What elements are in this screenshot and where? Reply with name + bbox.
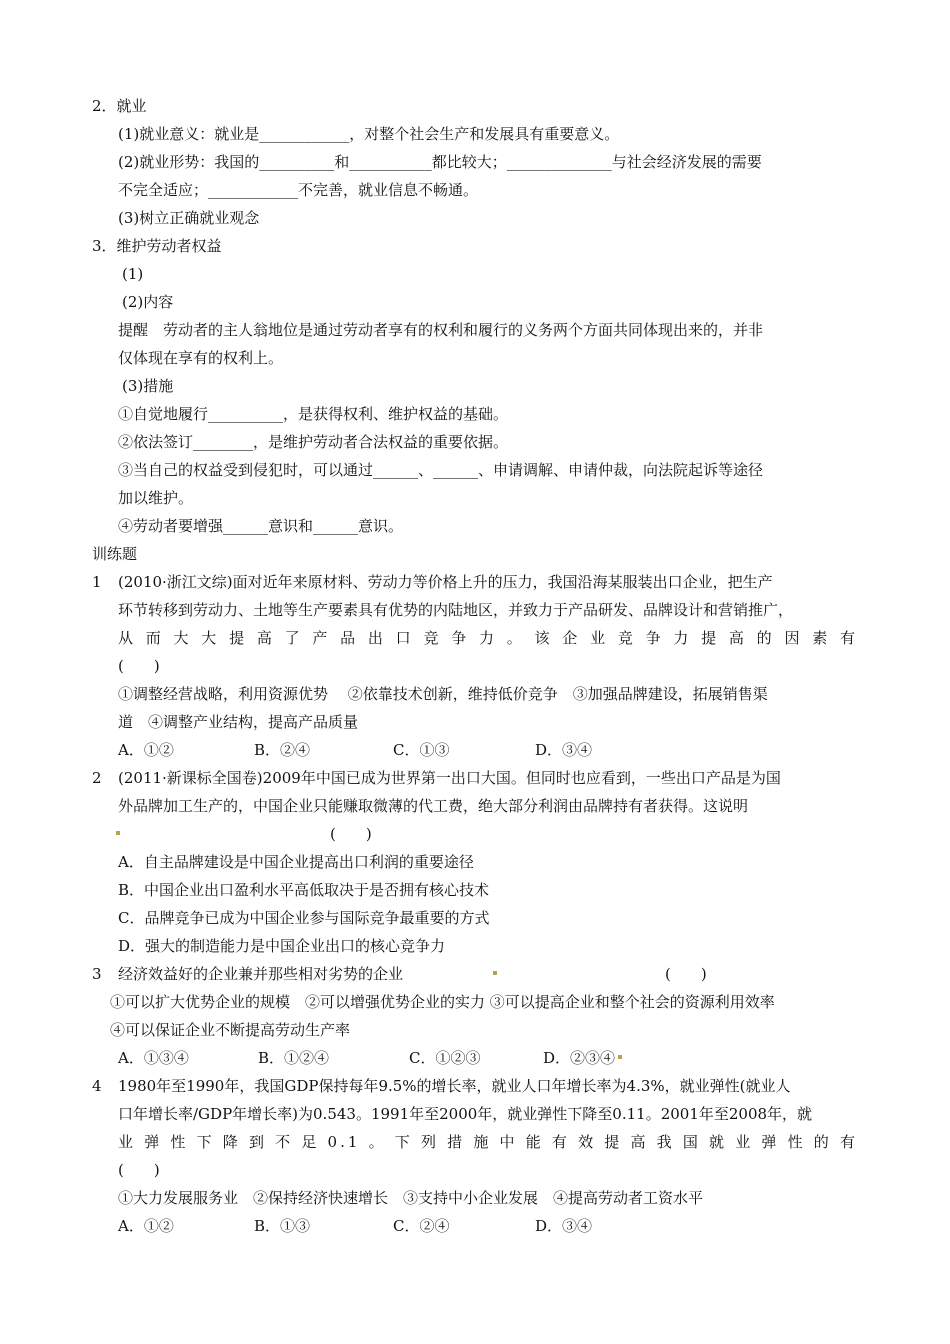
q4-choice-a[interactable]: A．①② xyxy=(118,1217,174,1235)
q3-number: 3 xyxy=(92,965,102,983)
q2-line1: (2011·新课标全国卷)2009年中国已成为世界第一出口大国。但同时也应看到，一些出口产品是为国 xyxy=(118,769,781,787)
marker-dot xyxy=(493,971,497,975)
q4-choice-c[interactable]: C．②④ xyxy=(393,1217,450,1235)
q4-choice-d[interactable]: D．③④ xyxy=(535,1217,593,1235)
q2-line2: 外品牌加工生产的，中国企业只能赚取微薄的代工费，绝大部分利润由品牌持有者获得。这说明 xyxy=(118,797,749,815)
q1-choice-b[interactable]: B．②④ xyxy=(254,741,311,759)
marker-dot xyxy=(618,1055,622,1059)
q3-options-line2: ④可以保证企业不断提高劳动生产率 xyxy=(110,1021,351,1039)
rights-tip-line1: 提醒 劳动者的主人翁地位是通过劳动者享有的权利和履行的义务两个方面共同体现出来的，并非 xyxy=(118,321,764,339)
q1-choice-a[interactable]: A．①② xyxy=(118,741,174,759)
q1-bracket: ( ) xyxy=(118,657,160,675)
rights-item1: (1) xyxy=(122,265,144,283)
q1-choice-c[interactable]: C．①③ xyxy=(393,741,450,759)
q4-line1: 1980年至1990年，我国GDP保持每年9.5%的增长率，就业人口年增长率为4.3%，就业弹性(就业人 xyxy=(118,1077,791,1095)
q2-option-c[interactable]: C．品牌竞争已成为中国企业参与国际竞争最重要的方式 xyxy=(118,909,490,927)
rights-measure3-line1: ③当自己的权益受到侵犯时，可以通过______、______、申请调解、申请仲裁，向法院起诉等途径 xyxy=(118,461,764,479)
q4-choice-b[interactable]: B．①③ xyxy=(254,1217,311,1235)
employment-concept: (3)树立正确就业观念 xyxy=(118,209,260,227)
q3-choice-d[interactable]: D．②③④ xyxy=(543,1049,616,1067)
q1-line1: (2010·浙江文综)面对近年来原材料、劳动力等价格上升的压力，我国沿海某服装出口企业，把生产 xyxy=(118,573,773,591)
q2-bracket: ( ) xyxy=(330,825,372,843)
q4-line3: 业弹性下降到不足0.1。下列措施中能有效提高我国就业弹性的有 xyxy=(118,1133,858,1151)
employment-meaning: (1)就业意义：就业是____________，对整个社会生产和发展具有重要意义。 xyxy=(118,125,620,143)
section-heading-employment: 2．就业 xyxy=(92,97,147,115)
q1-line3: 从而大大提高了产品出口竞争力。该企业竞争力提高的因素有 xyxy=(118,629,858,647)
q3-bracket: ( ) xyxy=(665,965,707,983)
q1-options-line1: ①调整经营战略，利用资源优势 ②依靠技术创新，维持低价竞争 ③加强品牌建设，拓展销售渠 xyxy=(118,685,768,703)
section-heading-rights: 3．维护劳动者权益 xyxy=(92,237,222,255)
q2-option-a[interactable]: A．自主品牌建设是中国企业提高出口利润的重要途径 xyxy=(118,853,474,871)
q3-choice-b[interactable]: B．①②④ xyxy=(258,1049,330,1067)
marker-dot xyxy=(116,831,120,835)
q2-option-d[interactable]: D．强大的制造能力是中国企业出口的核心竞争力 xyxy=(118,937,446,955)
employment-situation-line2: 不完全适应；____________不完善，就业信息不畅通。 xyxy=(118,181,479,199)
q1-choice-d[interactable]: D．③④ xyxy=(535,741,593,759)
q4-number: 4 xyxy=(92,1077,102,1095)
q3-line1: 经济效益好的企业兼并那些相对劣势的企业 xyxy=(118,965,404,983)
rights-measure4: ④劳动者要增强______意识和______意识。 xyxy=(118,517,404,535)
exercises-heading: 训练题 xyxy=(92,545,138,563)
q1-line2: 环节转移到劳动力、土地等生产要素具有优势的内陆地区，并致力于产品研发、品牌设计和营销推广， xyxy=(118,601,794,619)
q3-choice-a[interactable]: A．①③④ xyxy=(118,1049,189,1067)
q2-number: 2 xyxy=(92,769,102,787)
rights-measure1: ①自觉地履行__________，是获得权利、维护权益的基础。 xyxy=(118,405,509,423)
q3-options-line1: ①可以扩大优势企业的规模 ②可以增强优势企业的实力 ③可以提高企业和整个社会的资源利用效率 xyxy=(110,993,775,1011)
q4-bracket: ( ) xyxy=(118,1161,160,1179)
employment-situation-line1: (2)就业形势：我国的__________和___________都比较大；______________与社会经济发展的需要 xyxy=(118,153,762,171)
q4-line2: 口年增长率/GDP年增长率)为0.543。1991年至2000年，就业弹性下降至0.11。2001年至2008年，就 xyxy=(118,1105,813,1123)
rights-item2: (2)内容 xyxy=(122,293,174,311)
rights-measure3-line2: 加以维护。 xyxy=(118,489,194,507)
q4-options: ①大力发展服务业 ②保持经济快速增长 ③支持中小企业发展 ④提高劳动者工资水平 xyxy=(118,1189,704,1207)
rights-measure2: ②依法签订________，是维护劳动者合法权益的重要依据。 xyxy=(118,433,509,451)
rights-tip-line2: 仅体现在享有的权利上。 xyxy=(118,349,284,367)
rights-item3: (3)措施 xyxy=(122,377,174,395)
q1-number: 1 xyxy=(92,573,102,591)
q1-options-line2: 道 ④调整产业结构，提高产品质量 xyxy=(118,713,359,731)
q3-choice-c[interactable]: C．①②③ xyxy=(409,1049,481,1067)
q2-option-b[interactable]: B．中国企业出口盈利水平高低取决于是否拥有核心技术 xyxy=(118,881,490,899)
